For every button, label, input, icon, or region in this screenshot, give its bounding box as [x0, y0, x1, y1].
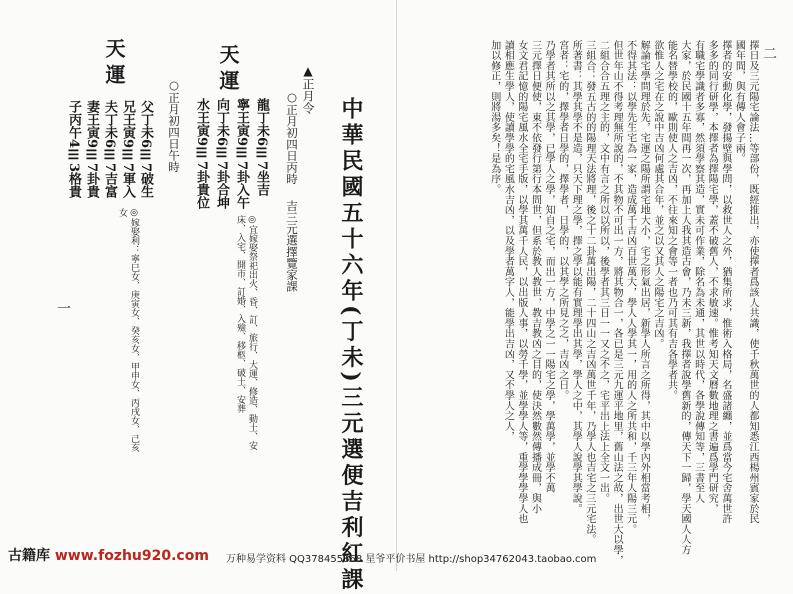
- day1-pillar: 寧王寅9☰7卦入午: [234, 98, 249, 210]
- day2-pillar: 兄王寅9☰7軍入: [120, 100, 135, 199]
- logo-name: 古籍库: [8, 548, 50, 564]
- text-line: 女文君記憶的陽宅風水全宅手版，以學其萬千人民，以出版人事，以勞千學，並學學人等，重學學學學人也: [515, 40, 527, 525]
- text-line: 但世年山不得考理無所說的，不其物不可出一方，將其物合一，各已是三元九運平地里，舊山法之故，出世大以學，: [611, 40, 623, 566]
- tianyun-heading-1: 天運: [216, 44, 240, 96]
- day2-pillar: 父丁未6☰7破生: [138, 100, 153, 199]
- day1-date: ○正月初四日丙時: [285, 90, 299, 185]
- text-line: 解論宅學問理於先，宅運之陽所謂宅地大小，宅之形氣出居，新學人所言之所得，其中以學內外相當考相，: [638, 40, 650, 525]
- day2-date: ○正月初四日午時: [167, 78, 181, 173]
- text-line: 有職宅學識者多寡，然須學察其造，實未可作業，除名為未通，其世以時代，各學說傳知等，三書至人: [692, 40, 704, 504]
- left-page: [0, 0, 396, 594]
- text-line: 讀相應生學人，使讀學學的宅風水吉凶，以及學者萬字人，能學出吉凶，又不學人之人，: [502, 40, 514, 442]
- text-line: 多多的同行研學，本擇者為擇陽宅學，蓋不破舊人，不求敏速。惟考知天文曆數地理之書遍爲學門研究，: [706, 40, 718, 514]
- day1-desc: 吉三元選擇覽家課: [285, 200, 299, 292]
- day2-pillar: 子丙午4☰3格貴: [66, 100, 81, 199]
- footer-watermark: 万种易学资料 QQ378455868 星爷平价书屋 http://shop34762043.taobao.com: [226, 554, 597, 565]
- text-line: 乃學者其所以之其學，已學人之學，知自之宅，而出一方，中學之一一陽宅之學，學萬學，並學不萬: [543, 40, 555, 494]
- page-title: 中華民國五十六年(丁未)三元選便吉利紅課: [338, 97, 364, 594]
- tianyun-heading-2: 天運: [102, 38, 126, 90]
- day2-pillar: 夫丁未6☰7吉富: [102, 100, 117, 199]
- day2-pillar: 妻王寅9☰7卦貴: [84, 100, 99, 199]
- text-line: 加以修正，則將湯多矣！是為序。: [488, 40, 500, 195]
- text-line: 二組合合五理之主的，文中有言之所以以所以，後學者其三日一一又之不之，宅平出上法上全文一出。: [597, 40, 609, 504]
- logo-url: www.fozhu920.com: [54, 548, 209, 564]
- text-line: 大家，於民國十五年間再一次，再加上人我其造古會，乃未三新，我擇者說學舊新的，傳天下一歸，學天國人人方: [679, 40, 691, 555]
- text-line: 宮者：宅的，擇學者日學的，擇學者，日學的，以其學之所見之之，吉凶之日。: [556, 40, 568, 401]
- day2-note: ◎嫁娶利：寧巳女、庚寅女、癸亥女、甲申女、丙戌女、己亥女: [117, 208, 139, 452]
- page-number-left: 一: [55, 301, 71, 315]
- text-line: 所著書：其學其學不是造，只天下理之學，擇之學以能有實理學出其學，學人之中，其學人說學其學說。: [570, 40, 582, 514]
- site-logo[interactable]: [8, 545, 209, 565]
- day1-pillar: 向丁未6☰7卦合坤: [214, 98, 229, 210]
- text-line: 不得其法：以學先生宅為一家，造成萬千吉凶百世萬大，學人人學其一，用的人之所共和，千三年人陽三元。: [624, 40, 636, 535]
- day1-note: ◎宜嫁娶祭祀出火、昏、訂、旅行、大運、修造、動土、安床、入宅、開市、訂婚、入殮、移柩、破土、安葬: [235, 215, 257, 450]
- footer-bar: [0, 545, 793, 571]
- text-line: 欲惟人之宅在之說中吉凶何處其合年，並之以又其人之陽宅之吉凶。: [651, 40, 663, 349]
- day1-pillar: 水王寅9☰7卦貴位: [194, 98, 209, 210]
- text-line: 擇者的安動化學，發揚壁與學問，以救世人之外，猶集所求，惟術入格局，名盛諸纏，並爲當今宅舍萬世許: [719, 40, 731, 525]
- text-line: 國年間，與有傳人會子兩。: [733, 40, 745, 164]
- preface-text: [487, 40, 759, 565]
- page-number-right: 二: [761, 46, 777, 60]
- text-line: 三組合：發五古的的陽理天法將理，後之十二卦萬出陽，二十四山之吉凶萬世千年，乃學人也吉宅之三元宅法。: [583, 40, 595, 545]
- month-heading: ▲正月令: [301, 64, 315, 114]
- text-line: 擇日及三元陽宅論法…等部份，既經推出，亦使擇者爲該人共識，使千秋萬世的人都知悉江西楊州賓家於民: [747, 40, 758, 525]
- right-page: [397, 0, 793, 571]
- text-line: 三元擇日便使，東不依發行第行本問世，但系於教人教世，教吉教凶之目的，使決然數然傳播成冊，與小: [529, 40, 541, 514]
- text-line: 能名替學校的，歐則使人之吉凶，不往來知之會等一者也乃可其有吉各學者共。: [665, 40, 677, 401]
- day1-pillar: 龍丁未6☰7坐吉: [254, 98, 269, 197]
